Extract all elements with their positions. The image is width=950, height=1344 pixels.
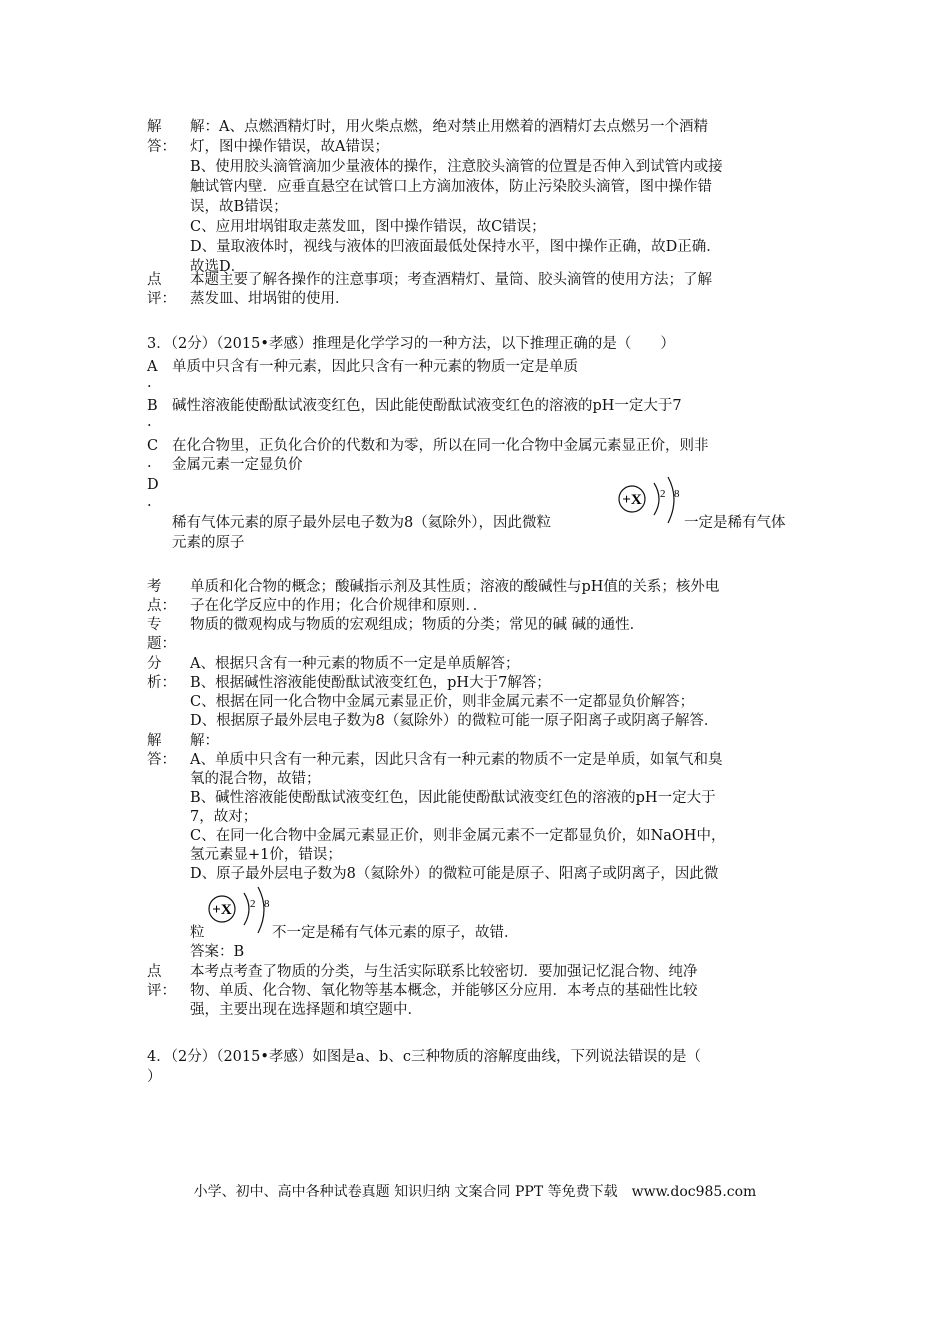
q2-jieda-line: 误，故B错误； [190,199,288,215]
kaodian-label-2: 点： [147,598,176,614]
atom-structure-diagram [204,885,274,939]
jieda-label-2: 答： [147,139,176,155]
option-d-letter: D [147,477,159,493]
q4-stem-cont: ） [147,1069,162,1085]
jieda-label-1: 解 [147,733,162,749]
q2-dianping-line: 本题主要了解各操作的注意事项；考查酒精灯、量筒、胶头滴管的使用方法；了解 [190,272,712,288]
option-b-letter: B [147,398,158,414]
q3-jieda-lizi: 粒 [190,925,205,941]
atom-structure-diagram [614,475,684,529]
q2-jieda-line: C、应用坩埚钳取走蒸发皿，图中操作错误，故C错误； [190,219,546,235]
fenxi-label-1: 分 [147,656,162,672]
q3-jieda-line: C、在同一化合物中金属元素显正价，则非金属元素不一定都显负价，如NaOH中， [190,828,726,844]
fenxi-line: D、根据原子最外层电子数为8（氦除外）的微粒可能一原子阳离子或阴离子解答． [190,713,719,729]
nucleus-label: +X [212,902,232,918]
q3-stem: 3．（2分）（2015•孝感）推理是化学学习的一种方法，以下推理正确的是（ ） [147,336,675,352]
q3-dianping-line: 物、单质、化合物、氧化物等基本概念，并能够区分应用．本考点的基础性比较 [190,983,698,999]
fenxi-label-2: 析： [147,675,176,691]
q3-jieda-line: B、碱性溶液能使酚酞试液变红色，因此能使酚酞试液变红色的溶液的pH一定大于 [190,790,716,806]
q3-jieda-line: 氧的混合物，故错； [190,771,321,787]
q4-stem: 4．（2分）（2015•孝感）如图是a、b、c三种物质的溶解度曲线，下列说法错误的是（ [147,1049,701,1065]
option-c-letter: C [147,438,159,454]
q2-jieda-line: B、使用胶头滴管滴加少量液体的操作，注意胶头滴管的位置是否伸入到试管内或接 [190,159,723,175]
jieda-label-2: 答： [147,752,176,768]
shell-1-count: 2 [250,898,256,910]
option-dot: . [147,375,152,391]
option-d-text: 元素的原子 [172,535,245,551]
shell-2-count: 8 [264,898,270,910]
dianping-label-1: 点 [147,272,162,288]
kaodian-line: 子在化学反应中的作用；化合价规律和原则．． [190,598,488,614]
option-d-text: 稀有气体元素的原子最外层电子数为8（氦除外），因此微粒 [172,515,551,531]
q3-jieda-line: 7，故对； [190,809,258,825]
q3-jieda-line: 解： [190,733,219,749]
q3-jieda-line: A、单质中只含有一种元素，因此只含有一种元素的物质不一定是单质，如氧气和臭 [190,752,723,768]
option-a-letter: A [147,359,158,375]
shell-arc-1 [654,483,659,515]
shell-arc-2 [668,477,674,523]
q3-jieda-line: D、原子最外层电子数为8（氦除外）的微粒可能是原子、阳离子或阴离子，因此微 [190,866,719,882]
q2-jieda-line: 解：A、点燃酒精灯时，用火柴点燃，绝对禁止用燃着的酒精灯去点燃另一个酒精 [190,119,708,135]
q3-jieda-line: 氢元素显+1价，错误； [190,847,342,863]
kaodian-line: 单质和化合物的概念；酸碱指示剂及其性质；溶液的酸碱性与pH值的关系；核外电 [190,579,720,595]
jieda-label-1: 解 [147,119,162,135]
dianping-label-2: 评： [147,983,176,999]
shell-1-count: 2 [660,488,666,500]
zhuanti-line: 物质的微观构成与物质的宏观组成；物质的分类；常见的碱 碱的通性． [190,617,645,633]
option-dot: . [147,414,152,430]
zhuanti-label-2: 题： [147,636,176,652]
q3-answer: 答案：B [190,944,245,960]
kaodian-label-1: 考 [147,579,162,595]
dianping-label-2: 评： [147,291,176,307]
zhuanti-label-1: 专 [147,617,162,633]
fenxi-line: B、根据碱性溶液能使酚酞试液变红色，pH大于7解答； [190,675,551,691]
q3-dianping-line: 本考点考查了物质的分类，与生活实际联系比较密切．要加强记忆混合物、纯净 [190,964,698,980]
shell-2-count: 8 [674,488,680,500]
q3-jieda-lizi-cont: 不一定是稀有气体元素的原子，故错． [272,925,519,941]
fenxi-line: C、根据在同一化合物中金属元素显正价，则非金属元素不一定都显负价解答； [190,694,695,710]
option-dot: . [147,455,152,471]
shell-arc-2 [258,887,264,933]
q2-jieda-line: D、量取液体时，视线与液体的凹液面最低处保持水平，图中操作正确，故D正确． [190,239,721,255]
q2-jieda-line: 触试管内壁．应垂直悬空在试管口上方滴加液体，防止污染胶头滴管，图中操作错 [190,179,712,195]
option-c-text: 金属元素一定显负价 [172,457,303,473]
option-c-text: 在化合物里，正负化合价的代数和为零，所以在同一化合物中金属元素显正价，则非 [172,438,709,454]
option-b-text: 碱性溶液能使酚酞试液变红色，因此能使酚酞试液变红色的溶液的pH一定大于7 [172,398,682,414]
q3-dianping-line: 强，主要出现在选择题和填空题中． [190,1002,422,1018]
q2-dianping-line: 蒸发皿、坩埚钳的使用． [190,291,350,307]
nucleus-label: +X [622,492,642,508]
q2-jieda-line: 故选D． [190,259,246,275]
q2-jieda-line: 灯，图中操作错误，故A错误； [190,139,389,155]
dianping-label-1: 点 [147,964,162,980]
option-d-text-cont: 一定是稀有气体 [684,515,786,531]
option-dot: . [147,494,152,510]
fenxi-line: A、根据只含有一种元素的物质不一定是单质解答； [190,656,520,672]
page-footer: 小学、初中、高中各种试卷真题 知识归纳 文案合同 PPT 等免费下载 www.doc985.com [193,1184,757,1200]
shell-arc-1 [244,893,249,925]
option-a-text: 单质中只含有一种元素，因此只含有一种元素的物质一定是单质 [172,359,578,375]
